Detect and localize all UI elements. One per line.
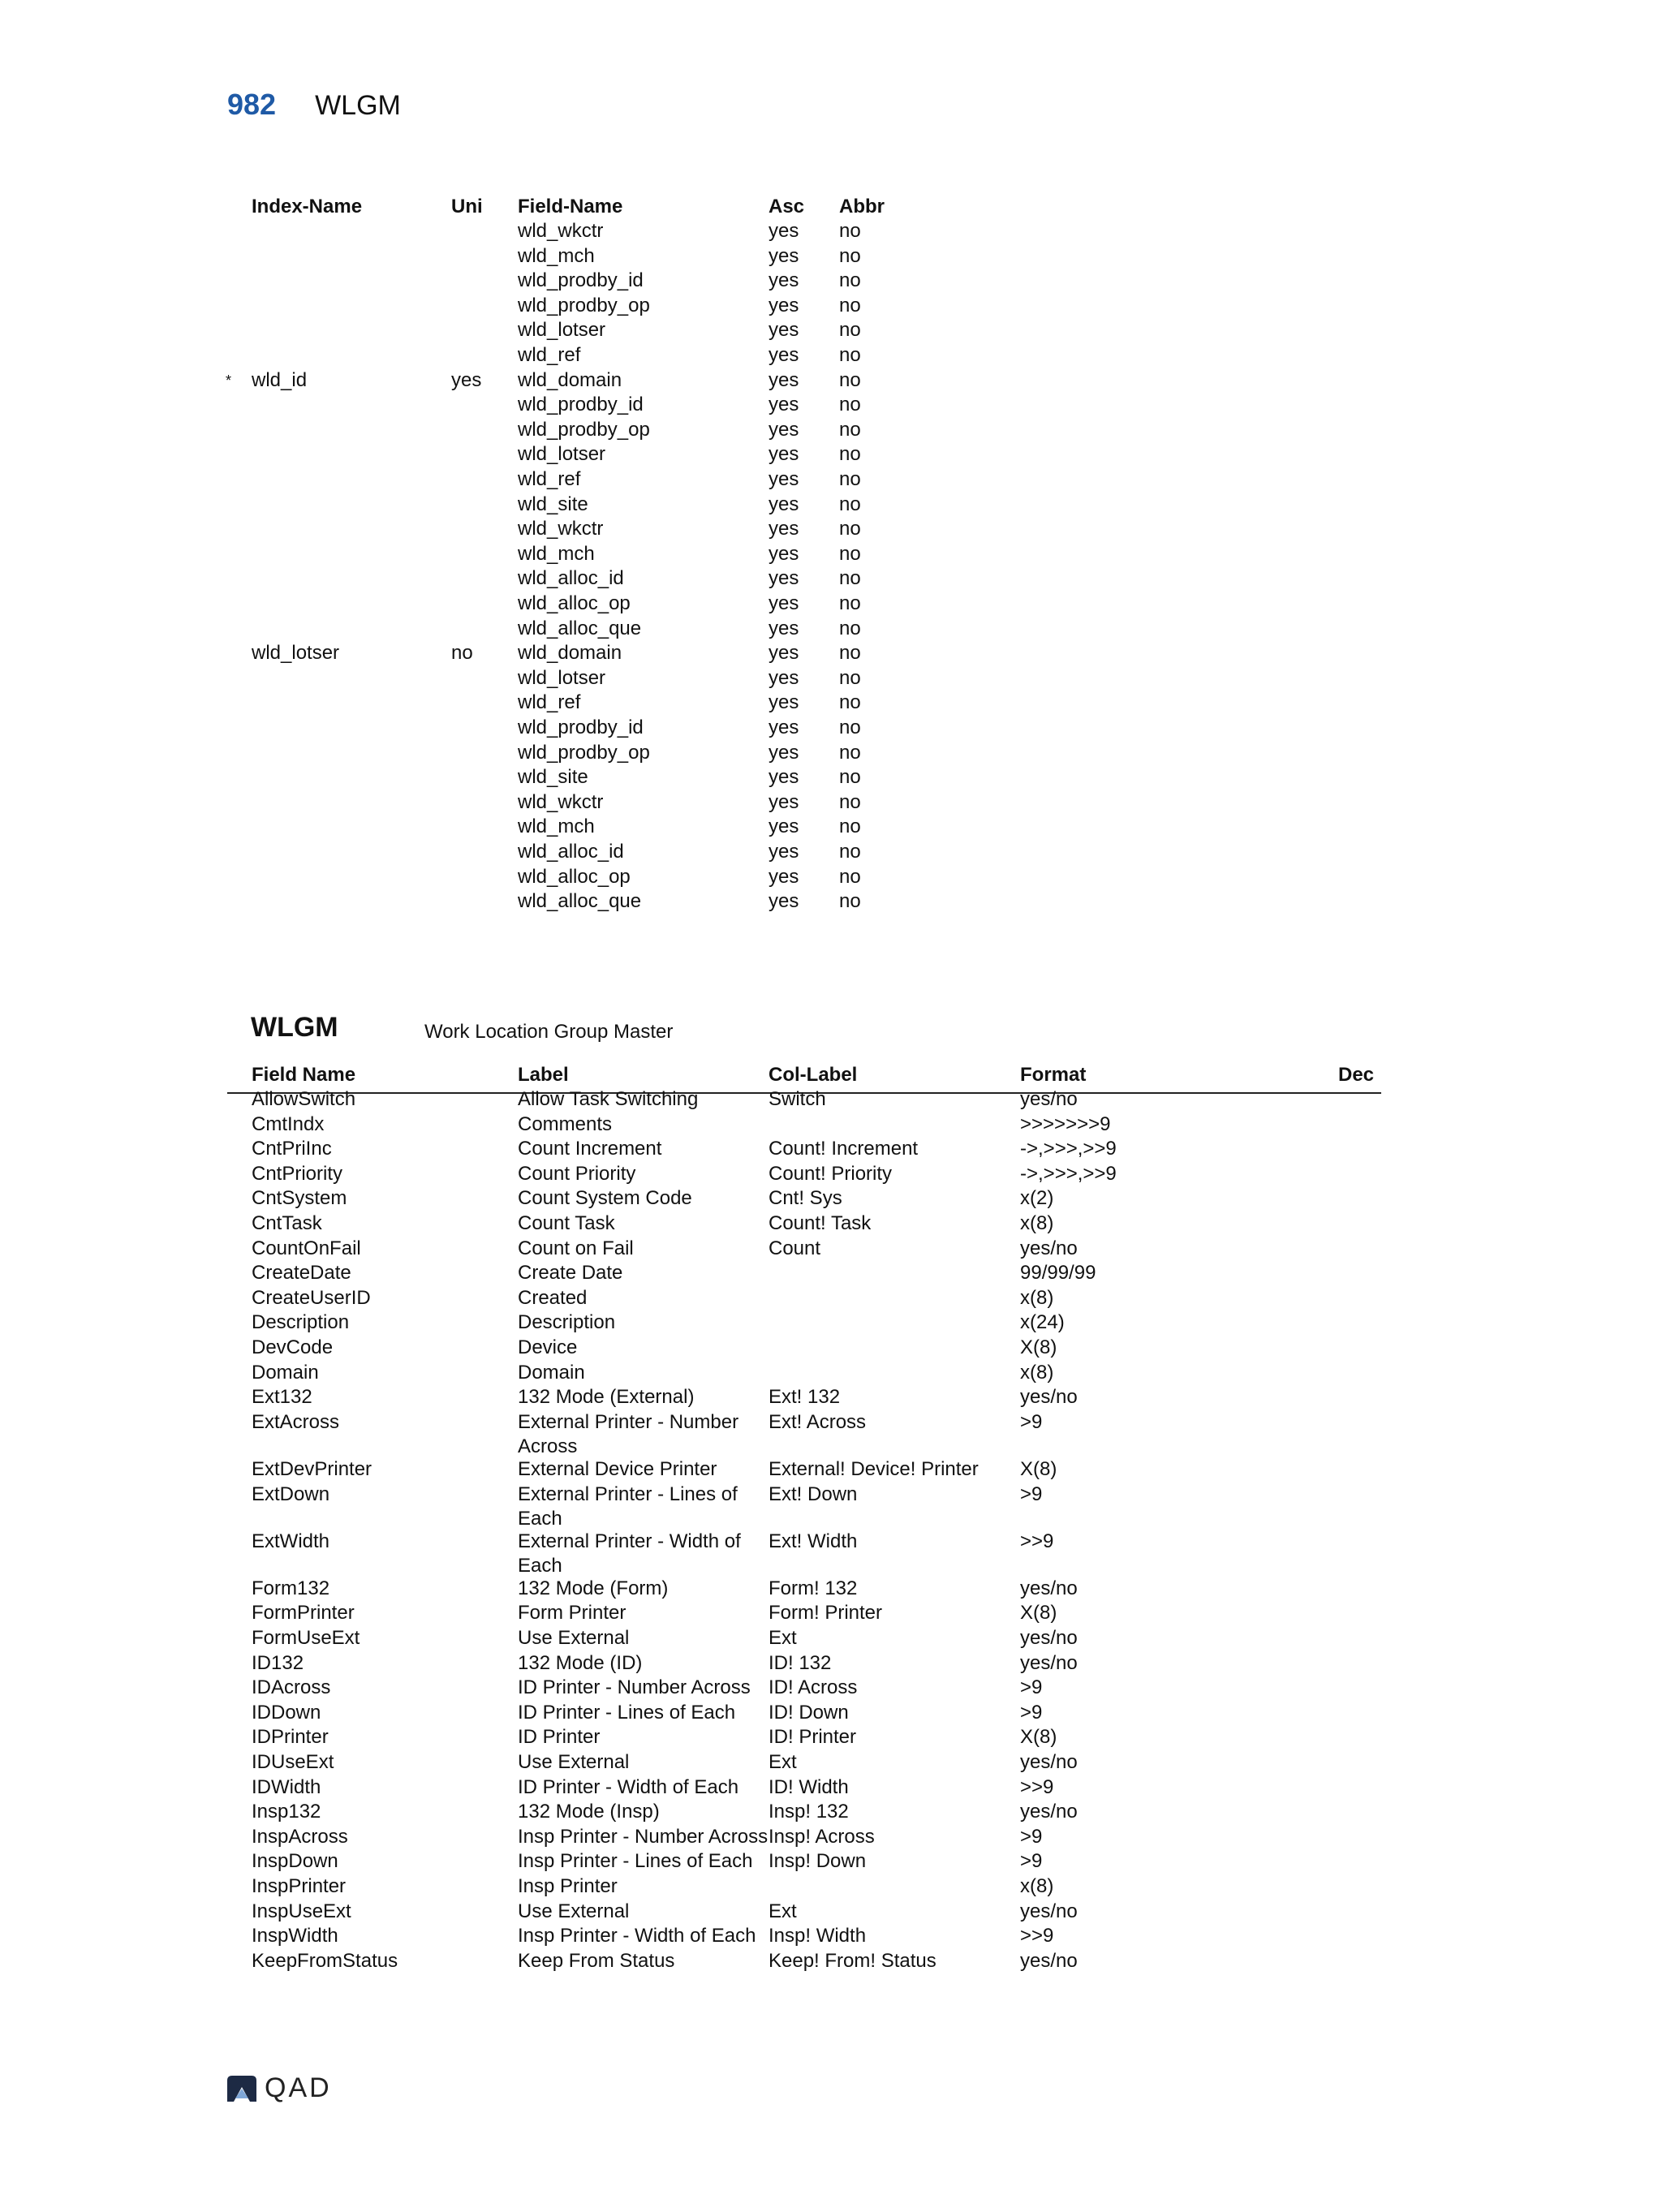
field-row-col-label: Count! Task: [769, 1212, 872, 1234]
index-row-field-name: wld_alloc_que: [518, 618, 642, 639]
index-row-abbr: no: [839, 344, 861, 366]
index-row-abbr: no: [839, 443, 861, 465]
index-row-asc: yes: [769, 866, 799, 888]
index-row-asc: yes: [769, 592, 799, 614]
index-row-field-name: wld_lotser: [518, 667, 606, 689]
section-description: Work Location Group Master: [424, 1021, 674, 1043]
field-row-format: >>>>>>>9: [1020, 1113, 1111, 1135]
field-row-name: IDAcross: [252, 1676, 331, 1698]
index-row-asc: yes: [769, 344, 799, 366]
field-row-label: Count System Code: [518, 1187, 692, 1209]
field-row-label: Count Increment: [518, 1138, 662, 1160]
field-row-format: yes/no: [1020, 1627, 1078, 1649]
index-row-field-name: wld_prodby_op: [518, 419, 650, 441]
index-header-index-name: Index-Name: [252, 196, 363, 217]
field-row-format: >9: [1020, 1411, 1043, 1433]
field-row-label: 132 Mode (Form): [518, 1577, 669, 1599]
index-row-field-name: wld_alloc_que: [518, 890, 642, 912]
field-row-name: IDDown: [252, 1702, 321, 1724]
index-row-asc: yes: [769, 742, 799, 764]
index-header-field-name: Field-Name: [518, 196, 623, 217]
field-row-name: AllowSwitch: [252, 1088, 356, 1110]
field-row-label: 132 Mode (Insp): [518, 1801, 660, 1823]
index-row-asc: yes: [769, 269, 799, 291]
field-row-name: CreateUserID: [252, 1287, 371, 1309]
index-row-abbr: no: [839, 543, 861, 565]
field-row-col-label: ID! Down: [769, 1702, 849, 1724]
index-row-asc: yes: [769, 295, 799, 316]
index-row-abbr: no: [839, 866, 861, 888]
field-row-label: Insp Printer - Lines of Each: [518, 1850, 753, 1872]
field-header-format: Format: [1020, 1064, 1087, 1086]
field-row-label: External Device Printer: [518, 1458, 717, 1480]
field-row-name: ExtAcross: [252, 1411, 340, 1433]
field-row-name: Form132: [252, 1577, 330, 1599]
field-row-label: Count Task: [518, 1212, 615, 1234]
field-row-col-label: Switch: [769, 1088, 826, 1110]
index-row-asc: yes: [769, 667, 799, 689]
index-row-asc: yes: [769, 717, 799, 738]
index-row-asc: yes: [769, 319, 799, 341]
field-row-name: Ext132: [252, 1386, 312, 1408]
field-row-name: InspAcross: [252, 1826, 348, 1848]
field-row-name: IDUseExt: [252, 1751, 334, 1773]
field-row-col-label: Insp! Down: [769, 1850, 867, 1872]
field-row-format: X(8): [1020, 1726, 1057, 1748]
field-row-format: yes/no: [1020, 1088, 1078, 1110]
index-row-asc: yes: [769, 518, 799, 540]
index-row-abbr: no: [839, 419, 861, 441]
index-row-asc: yes: [769, 642, 799, 664]
field-row-format: ->,>>>,>>9: [1020, 1138, 1117, 1160]
index-row-asc: yes: [769, 245, 799, 267]
index-row-abbr: no: [839, 369, 861, 391]
field-row-label: ID Printer - Width of Each: [518, 1776, 739, 1798]
field-row-col-label: Cnt! Sys: [769, 1187, 842, 1209]
field-row-col-label: Insp! 132: [769, 1801, 849, 1823]
field-row-name: CntSystem: [252, 1187, 347, 1209]
field-row-label: Description: [518, 1311, 616, 1333]
field-row-col-label: Ext: [769, 1627, 797, 1649]
index-row-field-name: wld_site: [518, 766, 588, 788]
index-row-abbr: no: [839, 791, 861, 813]
field-row-name: FormUseExt: [252, 1627, 360, 1649]
index-row-field-name: wld_ref: [518, 468, 581, 490]
index-row-abbr: no: [839, 493, 861, 515]
index-header-uni: Uni: [451, 196, 483, 217]
section-title: WLGM: [251, 1012, 338, 1043]
field-row-format: >9: [1020, 1850, 1043, 1872]
index-row-asc: yes: [769, 618, 799, 639]
field-row-format: >>9: [1020, 1530, 1054, 1552]
field-row-col-label: Count: [769, 1237, 821, 1259]
index-row-asc: yes: [769, 493, 799, 515]
index-row-abbr: no: [839, 394, 861, 415]
field-row-label: ID Printer - Number Across: [518, 1676, 751, 1698]
field-row-label: Use External: [518, 1627, 630, 1649]
field-row-label: External Printer - Lines of Each: [518, 1483, 738, 1530]
field-row-label: Insp Printer - Number Across: [518, 1826, 769, 1848]
index-row-abbr: no: [839, 642, 861, 664]
field-row-col-label: Ext! Down: [769, 1483, 858, 1505]
index-row-asc: yes: [769, 567, 799, 589]
index-row-abbr: no: [839, 890, 861, 912]
field-row-name: DevCode: [252, 1336, 334, 1358]
field-row-format: >9: [1020, 1676, 1043, 1698]
index-row-uni: yes: [451, 369, 482, 391]
index-row-abbr: no: [839, 742, 861, 764]
field-row-label: Device: [518, 1336, 578, 1358]
index-row-field-name: wld_prodby_op: [518, 742, 650, 764]
field-row-format: yes/no: [1020, 1801, 1078, 1823]
index-row-abbr: no: [839, 295, 861, 316]
field-row-name: FormPrinter: [252, 1602, 355, 1624]
field-row-label: Form Printer: [518, 1602, 626, 1624]
field-row-format: >>9: [1020, 1776, 1054, 1798]
field-row-name: ID132: [252, 1652, 304, 1674]
index-row-abbr: no: [839, 592, 861, 614]
index-row-abbr: no: [839, 468, 861, 490]
field-row-col-label: Ext! Width: [769, 1530, 858, 1552]
field-row-label: 132 Mode (External): [518, 1386, 695, 1408]
field-header-dec: Dec: [1338, 1064, 1375, 1086]
field-row-name: InspDown: [252, 1850, 338, 1872]
field-row-label: External Printer - Number Across: [518, 1411, 739, 1457]
index-row-field-name: wld_ref: [518, 344, 581, 366]
field-row-format: X(8): [1020, 1336, 1057, 1358]
index-row-field-name: wld_domain: [518, 642, 622, 664]
index-row-index-name: wld_lotser: [252, 642, 340, 664]
field-row-format: >9: [1020, 1483, 1043, 1505]
page-table-name: WLGM: [315, 90, 401, 121]
field-row-col-label: ID! 132: [769, 1652, 832, 1674]
field-row-col-label: Count! Priority: [769, 1163, 893, 1185]
field-row-label: Keep From Status: [518, 1950, 675, 1972]
field-row-name: InspPrinter: [252, 1875, 347, 1897]
field-row-format: >>9: [1020, 1925, 1054, 1947]
field-row-name: InspWidth: [252, 1925, 338, 1947]
field-row-name: Domain: [252, 1362, 319, 1384]
field-row-format: 99/99/99: [1020, 1262, 1096, 1284]
index-row-field-name: wld_prodby_id: [518, 717, 644, 738]
index-row-field-name: wld_prodby_id: [518, 394, 644, 415]
field-row-format: x(24): [1020, 1311, 1065, 1333]
field-header-field-name: Field Name: [252, 1064, 356, 1086]
index-row-field-name: wld_domain: [518, 369, 622, 391]
field-row-format: yes/no: [1020, 1751, 1078, 1773]
field-row-format: X(8): [1020, 1602, 1057, 1624]
index-row-abbr: no: [839, 841, 861, 863]
logo-text: QAD: [265, 2072, 332, 2103]
index-row-abbr: no: [839, 220, 861, 242]
index-row-asc: yes: [769, 791, 799, 813]
field-row-format: yes/no: [1020, 1386, 1078, 1408]
index-row-abbr: no: [839, 816, 861, 837]
field-row-format: x(2): [1020, 1187, 1054, 1209]
index-row-asc: yes: [769, 841, 799, 863]
field-row-label: Insp Printer: [518, 1875, 618, 1897]
field-row-format: yes/no: [1020, 1950, 1078, 1972]
index-row-abbr: no: [839, 518, 861, 540]
field-header-col-label: Col-Label: [769, 1064, 858, 1086]
index-row-field-name: wld_alloc_id: [518, 567, 624, 589]
field-row-label: ID Printer: [518, 1726, 601, 1748]
field-row-label: Comments: [518, 1113, 613, 1135]
field-row-label: Use External: [518, 1900, 630, 1922]
field-row-label: Created: [518, 1287, 588, 1309]
index-row-abbr: no: [839, 766, 861, 788]
index-header-asc: Asc: [769, 196, 805, 217]
footer-logo: [226, 2072, 332, 2104]
index-row-field-name: wld_mch: [518, 245, 595, 267]
field-row-col-label: Form! 132: [769, 1577, 858, 1599]
field-row-label: Create Date: [518, 1262, 623, 1284]
field-row-label: Count Priority: [518, 1163, 636, 1185]
field-row-name: CntTask: [252, 1212, 322, 1234]
field-row-format: >9: [1020, 1702, 1043, 1724]
index-row-uni: no: [451, 642, 473, 664]
field-row-label: External Printer - Width of Each: [518, 1530, 741, 1577]
field-row-col-label: Ext! 132: [769, 1386, 841, 1408]
index-row-field-name: wld_site: [518, 493, 588, 515]
field-row-name: Insp132: [252, 1801, 321, 1823]
field-row-label: 132 Mode (ID): [518, 1652, 643, 1674]
field-row-format: >9: [1020, 1826, 1043, 1848]
index-row-field-name: wld_wkctr: [518, 791, 604, 813]
index-row-field-name: wld_lotser: [518, 319, 606, 341]
index-row-field-name: wld_alloc_id: [518, 841, 624, 863]
index-row-abbr: no: [839, 618, 861, 639]
page-number: 982: [227, 88, 277, 121]
field-row-name: IDWidth: [252, 1776, 321, 1798]
index-row-field-name: wld_ref: [518, 691, 581, 713]
index-row-index-name: wld_id: [252, 369, 308, 391]
index-row-asc: yes: [769, 766, 799, 788]
index-row-asc: yes: [769, 220, 799, 242]
field-row-col-label: Ext! Across: [769, 1411, 867, 1433]
field-row-format: ->,>>>,>>9: [1020, 1163, 1117, 1185]
field-row-col-label: Insp! Width: [769, 1925, 867, 1947]
index-row-abbr: no: [839, 269, 861, 291]
index-row-asc: yes: [769, 369, 799, 391]
index-row-field-name: wld_lotser: [518, 443, 606, 465]
field-row-col-label: ID! Width: [769, 1776, 849, 1798]
field-row-format: x(8): [1020, 1287, 1054, 1309]
field-row-format: X(8): [1020, 1458, 1057, 1480]
field-row-label: Count on Fail: [518, 1237, 634, 1259]
index-row-field-name: wld_mch: [518, 543, 595, 565]
index-row-field-name: wld_alloc_op: [518, 866, 631, 888]
page-header: [227, 88, 401, 128]
field-row-col-label: Count! Increment: [769, 1138, 919, 1160]
index-row-abbr: no: [839, 319, 861, 341]
field-row-format: yes/no: [1020, 1900, 1078, 1922]
field-row-format: yes/no: [1020, 1577, 1078, 1599]
field-row-format: x(8): [1020, 1212, 1054, 1234]
index-row-asc: yes: [769, 691, 799, 713]
field-row-col-label: Insp! Across: [769, 1826, 875, 1848]
field-row-col-label: ID! Printer: [769, 1726, 857, 1748]
field-row-name: ExtWidth: [252, 1530, 330, 1552]
field-row-col-label: Form! Printer: [769, 1602, 883, 1624]
field-row-name: InspUseExt: [252, 1900, 351, 1922]
field-row-name: Description: [252, 1311, 350, 1333]
field-row-name: CmtIndx: [252, 1113, 325, 1135]
field-row-col-label: Ext: [769, 1751, 797, 1773]
field-row-label: ID Printer - Lines of Each: [518, 1702, 736, 1724]
field-row-name: CreateDate: [252, 1262, 351, 1284]
field-row-name: KeepFromStatus: [252, 1950, 398, 1972]
index-row-asc: yes: [769, 890, 799, 912]
field-row-col-label: External! Device! Printer: [769, 1458, 979, 1480]
index-row-asc: yes: [769, 419, 799, 441]
field-row-format: x(8): [1020, 1362, 1054, 1384]
index-row-field-name: wld_wkctr: [518, 518, 604, 540]
index-row-asc: yes: [769, 816, 799, 837]
field-row-name: ExtDevPrinter: [252, 1458, 372, 1480]
field-row-col-label: Ext: [769, 1900, 797, 1922]
field-row-label: Use External: [518, 1751, 630, 1773]
index-row-field-name: wld_prodby_id: [518, 269, 644, 291]
field-row-col-label: ID! Across: [769, 1676, 858, 1698]
index-row-abbr: no: [839, 667, 861, 689]
index-header-abbr: Abbr: [839, 196, 885, 217]
field-row-label: Insp Printer - Width of Each: [518, 1925, 756, 1947]
index-row-field-name: wld_mch: [518, 816, 595, 837]
index-row-abbr: no: [839, 567, 861, 589]
field-row-format: yes/no: [1020, 1237, 1078, 1259]
index-row-asc: yes: [769, 468, 799, 490]
qad-logo-icon: [226, 2074, 258, 2103]
field-row-name: CntPriority: [252, 1163, 343, 1185]
index-row-asc: yes: [769, 443, 799, 465]
field-row-format: x(8): [1020, 1875, 1054, 1897]
index-row-asc: yes: [769, 394, 799, 415]
index-row-field-name: wld_prodby_op: [518, 295, 650, 316]
index-row-field-name: wld_alloc_op: [518, 592, 631, 614]
field-row-name: IDPrinter: [252, 1726, 329, 1748]
field-row-col-label: Keep! From! Status: [769, 1950, 936, 1972]
field-row-format: yes/no: [1020, 1652, 1078, 1674]
index-row-abbr: no: [839, 717, 861, 738]
index-row-marker: *: [226, 372, 232, 389]
field-row-name: CntPriInc: [252, 1138, 332, 1160]
index-row-abbr: no: [839, 691, 861, 713]
field-row-name: CountOnFail: [252, 1237, 361, 1259]
field-header-label: Label: [518, 1064, 569, 1086]
field-row-label: Domain: [518, 1362, 585, 1384]
index-row-asc: yes: [769, 543, 799, 565]
field-row-name: ExtDown: [252, 1483, 330, 1505]
field-row-label: Allow Task Switching: [518, 1088, 699, 1110]
index-row-abbr: no: [839, 245, 861, 267]
index-row-field-name: wld_wkctr: [518, 220, 604, 242]
